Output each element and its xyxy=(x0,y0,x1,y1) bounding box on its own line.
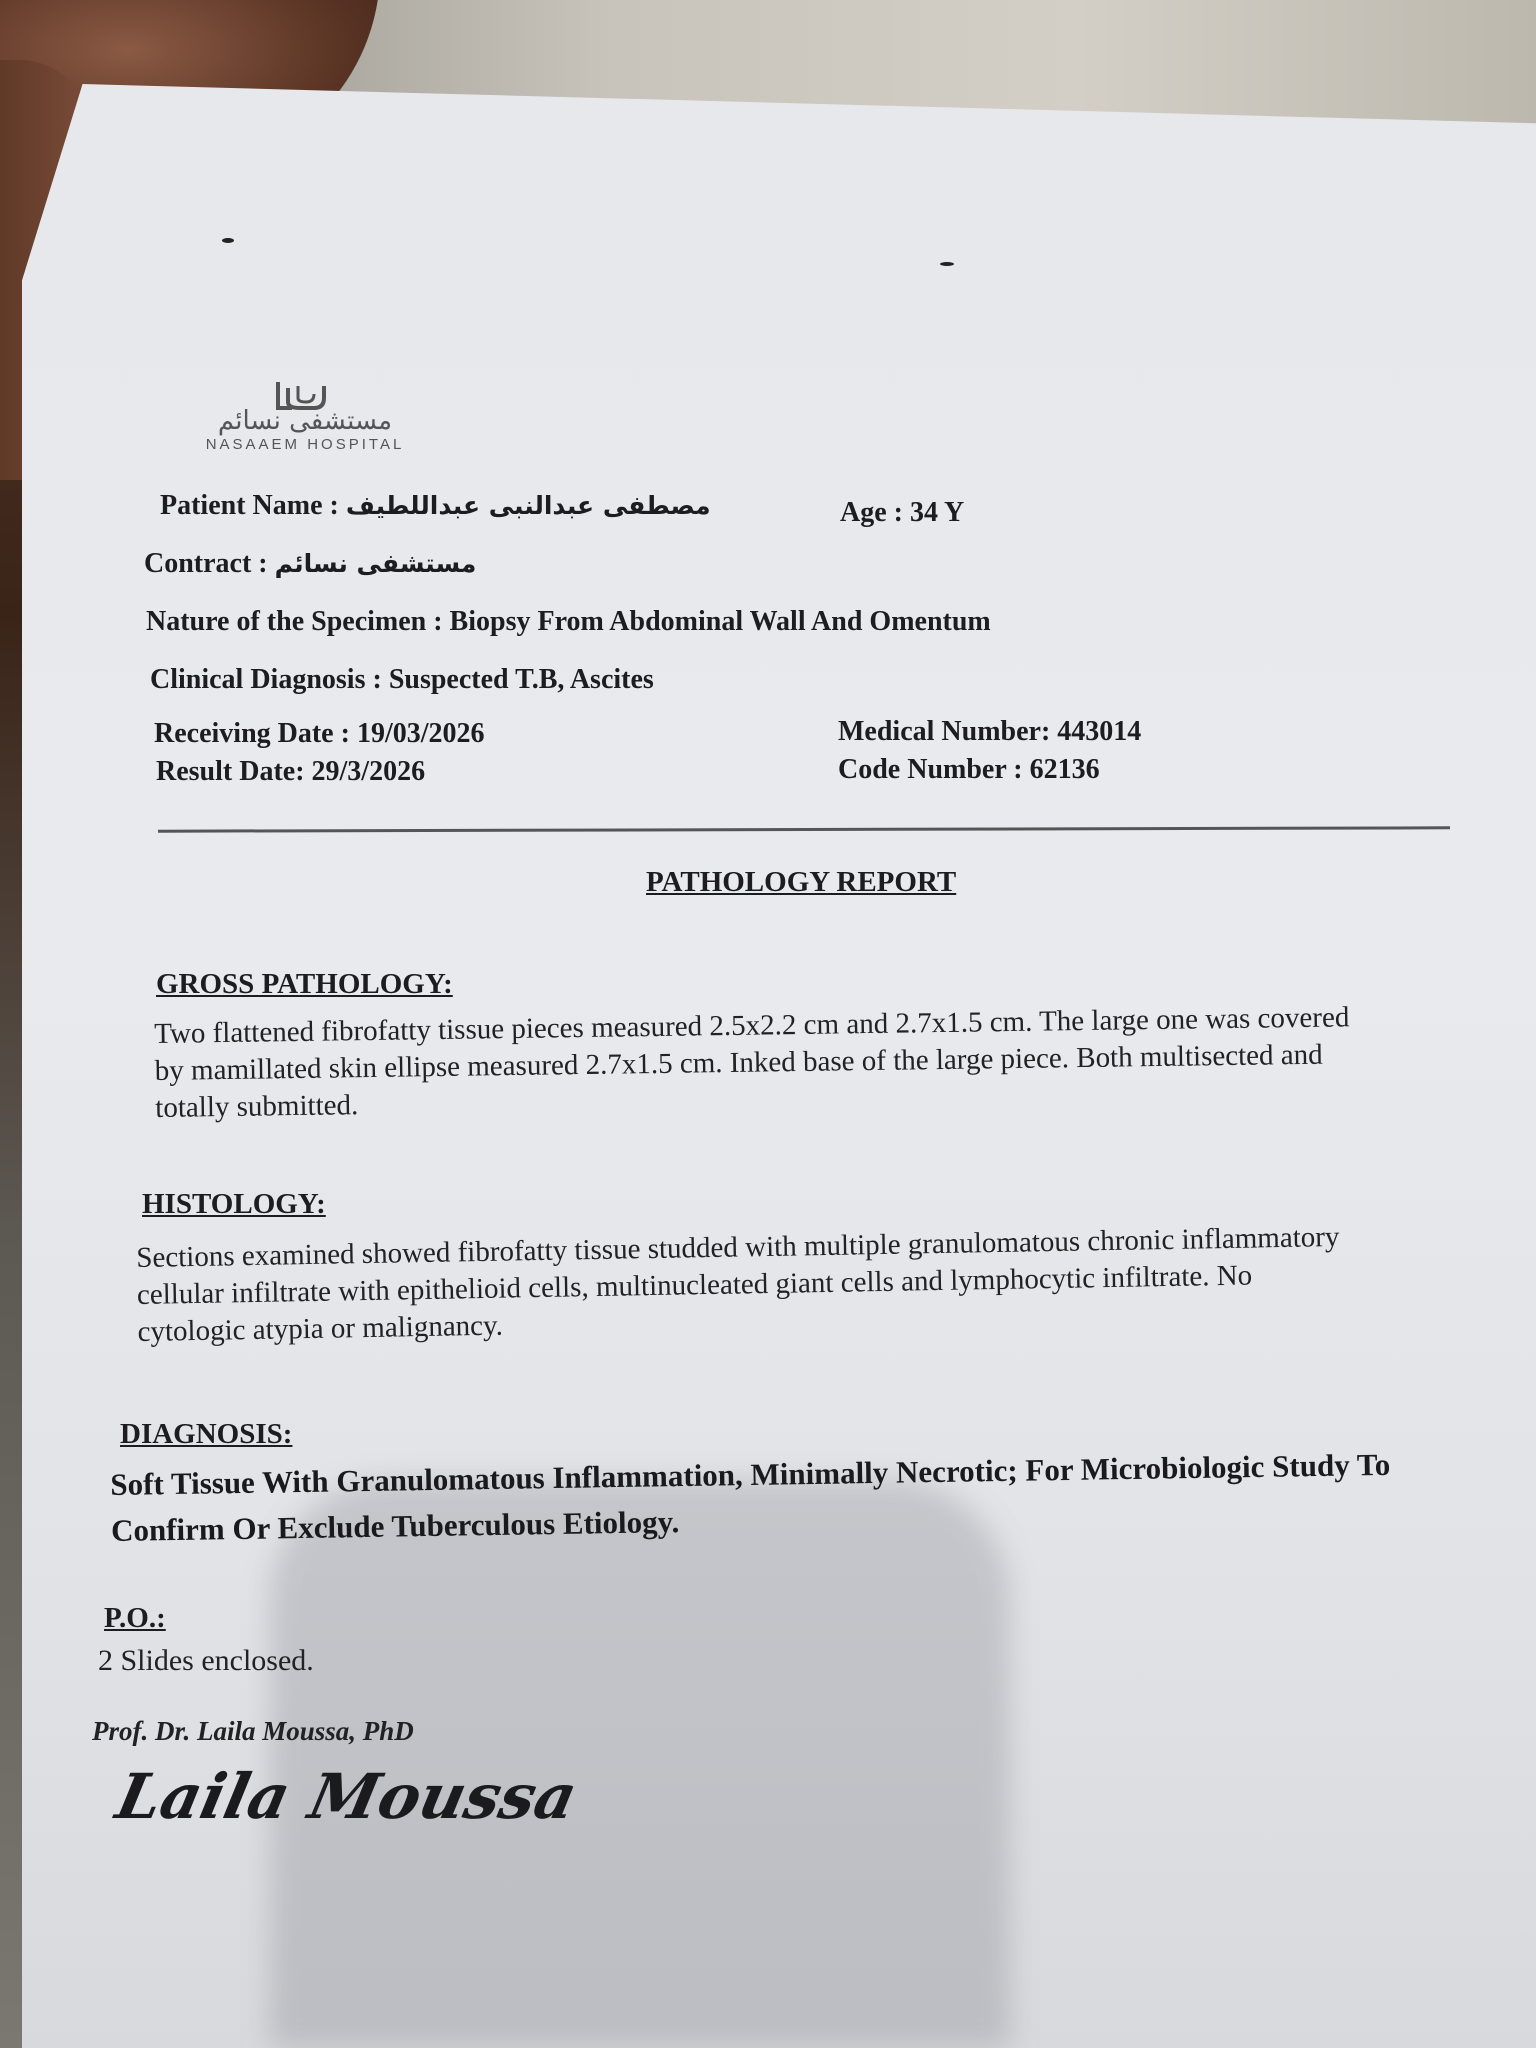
hospital-logo xyxy=(160,380,460,460)
contract-value: مستشفى نسائم xyxy=(274,549,477,578)
specimen-value: Biopsy From Abdominal Wall And Omentum xyxy=(449,606,991,637)
gross-line: Two flattened fibrofatty tissue pieces measured 2.5x2.2 cm and 2.7x1.5 cm. The large one was covered xyxy=(154,1001,1350,1050)
diagnosis-line: Confirm Or Exclude Tuberculous Etiology. xyxy=(110,1504,680,1548)
histology-line: cellular infiltrate with epithelioid cells, multinucleated giant cells and lymphocytic infiltrate. No xyxy=(136,1259,1253,1311)
contract-row xyxy=(144,548,476,580)
doctor-signature: Laila Moussa xyxy=(110,1760,584,1833)
receiving-date-label: Receiving Date : xyxy=(154,718,350,749)
medical-number-row xyxy=(838,716,1141,748)
specimen-label: Nature of the Specimen : xyxy=(146,606,443,637)
gross-line: by mamillated skin ellipse measured 2.7x1.5 cm. Inked base of the large piece. Both multisected and xyxy=(154,1038,1323,1087)
diagnosis-line: Soft Tissue With Granulomatous Inflammation, Minimally Necrotic; For Microbiologic Study To xyxy=(110,1446,1391,1502)
patient-name-label: Patient Name : xyxy=(160,490,339,521)
paper-speck xyxy=(222,238,234,243)
diagnosis-heading: DIAGNOSIS: xyxy=(120,1418,293,1450)
hospital-name-arabic: مستشفى نسائم xyxy=(217,406,393,436)
receiving-date-row xyxy=(154,718,485,750)
result-date-value: 29/3/2026 xyxy=(311,756,426,787)
gross-line: totally submitted. xyxy=(155,1089,359,1124)
report-title: PATHOLOGY REPORT xyxy=(646,866,957,898)
patient-name-row xyxy=(160,490,711,522)
paper-speck xyxy=(940,262,954,266)
doctor-name: Prof. Dr. Laila Moussa, PhD xyxy=(92,1716,414,1746)
result-date-label: Result Date: xyxy=(156,756,305,787)
specimen-row xyxy=(146,606,991,638)
gross-pathology-text xyxy=(154,999,1351,1127)
hospital-name-english: NASAAEM HOSPITAL xyxy=(205,436,405,453)
code-number-row xyxy=(838,754,1100,786)
medical-number-label: Medical Number: xyxy=(838,716,1051,747)
clinical-diagnosis-label: Clinical Diagnosis : xyxy=(150,664,382,695)
histology-line: Sections examined showed fibrofatty tissue studded with multiple granulomatous chronic inflammatory xyxy=(136,1220,1340,1274)
receiving-date-value: 19/03/2026 xyxy=(356,718,485,749)
clinical-diagnosis-row xyxy=(150,664,654,696)
po-heading: P.O.: xyxy=(104,1602,166,1634)
histology-heading: HISTOLOGY: xyxy=(142,1188,326,1220)
histology-line: cytologic atypia or malignancy. xyxy=(137,1309,504,1348)
age-row xyxy=(840,497,964,529)
age-value: 34 Y xyxy=(909,497,965,528)
slides-note: 2 Slides enclosed. xyxy=(98,1644,314,1677)
clinical-diagnosis-value: Suspected T.B, Ascites xyxy=(388,664,654,695)
result-date-row xyxy=(156,756,425,788)
code-number-value: 62136 xyxy=(1029,754,1100,785)
patient-name-value: مصطفى عبدالنبى عبداللطيف xyxy=(345,491,711,520)
gross-pathology-heading: GROSS PATHOLOGY: xyxy=(156,968,453,1000)
contract-label: Contract : xyxy=(144,548,268,579)
histology-text xyxy=(136,1219,1341,1351)
age-label: Age : xyxy=(840,497,903,528)
code-number-label: Code Number : xyxy=(838,754,1023,785)
medical-number-value: 443014 xyxy=(1057,716,1142,747)
